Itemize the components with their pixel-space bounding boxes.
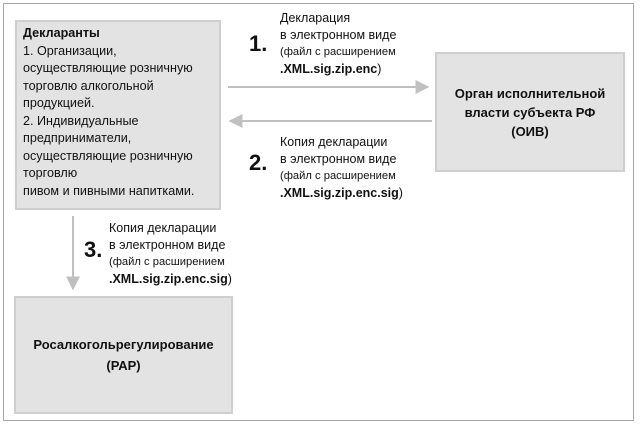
rar-line: Росалкогольрегулирование xyxy=(33,337,214,352)
declarants-title: Декларанты xyxy=(23,26,100,40)
step-1-close: ) xyxy=(377,62,382,76)
step-2-number: 2. xyxy=(249,150,268,175)
step-2-line2: в электронном виде xyxy=(280,152,397,166)
step-2-title: Копия декларации xyxy=(280,135,388,149)
rar-box xyxy=(14,296,233,414)
oiv-line: Орган исполнительной xyxy=(454,85,606,101)
step-1-line3: (файл с расширением xyxy=(280,46,396,58)
declarants-line: 1. Организации, xyxy=(23,43,117,58)
step-3-number: 3. xyxy=(84,237,103,262)
oiv-line: власти субъекта РФ xyxy=(464,104,596,120)
step-2-line3: (файл с расширением xyxy=(280,170,396,182)
step-1-extension: .XML.sig.zip.enc xyxy=(280,62,378,76)
declarants-box xyxy=(15,20,221,210)
declarants-line: продукцией. xyxy=(23,96,95,110)
step-2-extension: .XML.sig.zip.enc.sig xyxy=(280,186,399,200)
declarants-line: 2. Индивидуальные xyxy=(23,113,139,128)
step-2-note xyxy=(280,134,403,202)
step-3-extension: .XML.sig.zip.enc.sig xyxy=(109,272,228,286)
oiv-line: (ОИВ) xyxy=(511,123,549,139)
step-2-close: ) xyxy=(398,186,403,200)
declarants-line: пивом и пивными напитками. xyxy=(23,183,195,198)
declarants-line: осуществляющие розничную xyxy=(23,148,193,163)
declarants-line: торговлю xyxy=(23,166,78,180)
step-3-line3: (файл с расширением xyxy=(109,256,225,268)
step-3-title: Копия декларации xyxy=(109,221,217,235)
step-3-close: ) xyxy=(227,272,232,286)
step-1-note xyxy=(280,10,396,78)
step-1-number: 1. xyxy=(249,31,268,56)
declarants-line: торговлю алкогольной xyxy=(23,78,154,93)
declarants-line: предприниматели, xyxy=(23,131,132,145)
step-1-title: Декларация xyxy=(280,11,351,25)
step-3-line2: в электронном виде xyxy=(109,238,226,252)
step-3-note xyxy=(109,220,232,288)
declarants-line: осуществляющие розничную xyxy=(23,61,193,75)
rar-line: (РАР) xyxy=(106,358,141,373)
step-1-line2: в электронном виде xyxy=(280,28,397,42)
oiv-box xyxy=(435,52,625,172)
